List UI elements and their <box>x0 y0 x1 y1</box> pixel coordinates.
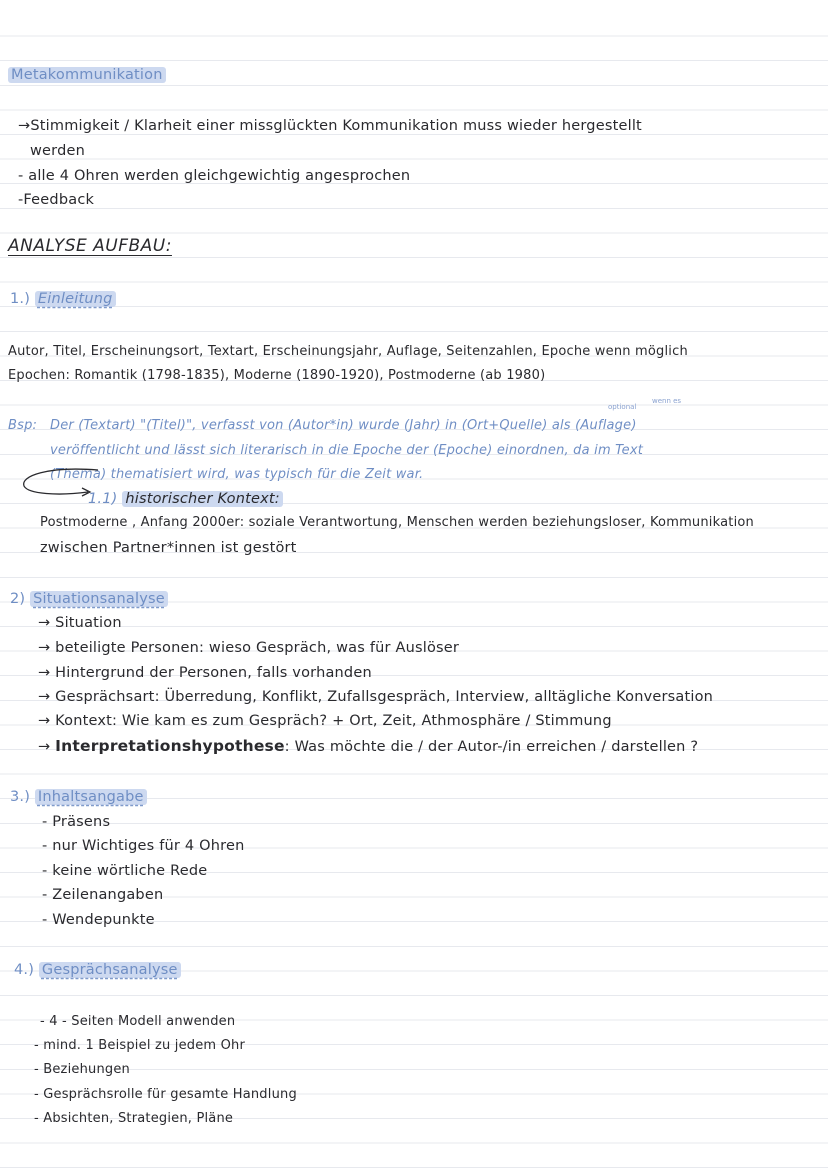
situation-item-5: → Kontext: Wie kam es zum Gespräch? + Ort, Zeit, Athmosphäre / Stimmung <box>38 713 612 729</box>
historisch-heading <box>88 490 283 508</box>
historisch-line-1: Postmoderne , Anfang 2000er: soziale Verantwortung, Menschen werden beziehungsloser, Kommunikation <box>40 515 754 530</box>
situation-title: Situationsanalyse <box>30 591 168 607</box>
gespraech-number: 4.) <box>14 962 35 978</box>
meta-line-4: -Feedback <box>18 192 95 208</box>
historisch-title: historischer Kontext: <box>122 491 283 507</box>
gespraech-item-5: - Absichten, Strategien, Pläne <box>34 1111 234 1126</box>
situation-number: 2) <box>10 591 26 607</box>
bsp-line-3: (Thema) thematisiert wird, was typisch für die Zeit war. <box>50 467 424 482</box>
inhalt-item-4: - Zeilenangaben <box>42 887 164 903</box>
historisch-line-2: zwischen Partner*innen ist gestört <box>40 540 297 556</box>
einleitung-number: 1.) <box>10 291 31 307</box>
hypothese-label: Interpretationshypothese <box>55 737 285 755</box>
situation-item-1: → Situation <box>38 615 122 631</box>
inhalt-item-1: - Präsens <box>42 814 111 830</box>
gespraech-item-4: - Gesprächsrolle für gesamte Handlung <box>34 1087 297 1102</box>
historisch-number: 1.1) <box>88 491 118 507</box>
gespraech-item-1: - 4 - Seiten Modell anwenden <box>40 1014 236 1029</box>
gespraech-title: Gesprächsanalyse <box>39 962 181 978</box>
meta-line-2: werden <box>30 143 86 159</box>
inhalt-item-2: - nur Wichtiges für 4 Ohren <box>42 838 245 854</box>
bsp-line-1: Der (Textart) "(Titel)", verfasst von (Autor*in) wurde (Jahr) in (Ort+Quelle) als (Auflage) <box>50 418 637 433</box>
inhalt-item-3: - keine wörtliche Rede <box>42 863 208 879</box>
situation-item-2: → beteiligte Personen: wieso Gespräch, was für Auslöser <box>38 640 460 656</box>
inhalt-heading <box>10 788 147 806</box>
annotation-wenn-es: wenn es <box>652 397 682 405</box>
metakommunikation-heading: Metakommunikation <box>8 66 166 84</box>
einleitung-line-2: Epochen: Romantik (1798-1835), Moderne (1890-1920), Postmoderne (ab 1980) <box>8 368 546 383</box>
inhalt-number: 3.) <box>10 789 31 805</box>
situation-hypothese <box>38 737 698 756</box>
gespraech-item-3: - Beziehungen <box>34 1062 130 1077</box>
annotation-optional: optional <box>608 403 637 411</box>
situation-item-3: → Hintergrund der Personen, falls vorhanden <box>38 665 372 681</box>
gespraech-heading <box>14 961 181 979</box>
situation-heading <box>10 590 168 608</box>
bsp-label: Bsp: <box>8 418 38 433</box>
hypothese-arrow: → <box>38 739 51 755</box>
analyse-title: ANALYSE AUFBAU: <box>8 236 172 256</box>
bsp-line-2: veröffentlicht und lässt sich literarisch in die Epoche der (Epoche) einordnen, da im Text <box>50 443 644 458</box>
einleitung-title: Einleitung <box>35 291 116 307</box>
inhalt-title: Inhaltsangabe <box>35 789 147 805</box>
gespraech-item-2: - mind. 1 Beispiel zu jedem Ohr <box>34 1038 246 1053</box>
einleitung-line-1: Autor, Titel, Erscheinungsort, Textart, Erscheinungsjahr, Auflage, Seitenzahlen, Epoche wenn möglich <box>8 344 688 359</box>
inhalt-item-5: - Wendepunkte <box>42 912 155 928</box>
situation-item-4: → Gesprächsart: Überredung, Konflikt, Zufallsgespräch, Interview, alltägliche Konversation <box>38 689 714 705</box>
hypothese-text: : Was möchte die / der Autor-/in erreichen / darstellen ? <box>284 739 699 755</box>
einleitung-heading <box>10 290 116 308</box>
meta-line-3: - alle 4 Ohren werden gleichgewichtig angesprochen <box>18 168 411 184</box>
meta-line-1: →Stimmigkeit / Klarheit einer missglückten Kommunikation muss wieder hergestellt <box>18 118 642 134</box>
